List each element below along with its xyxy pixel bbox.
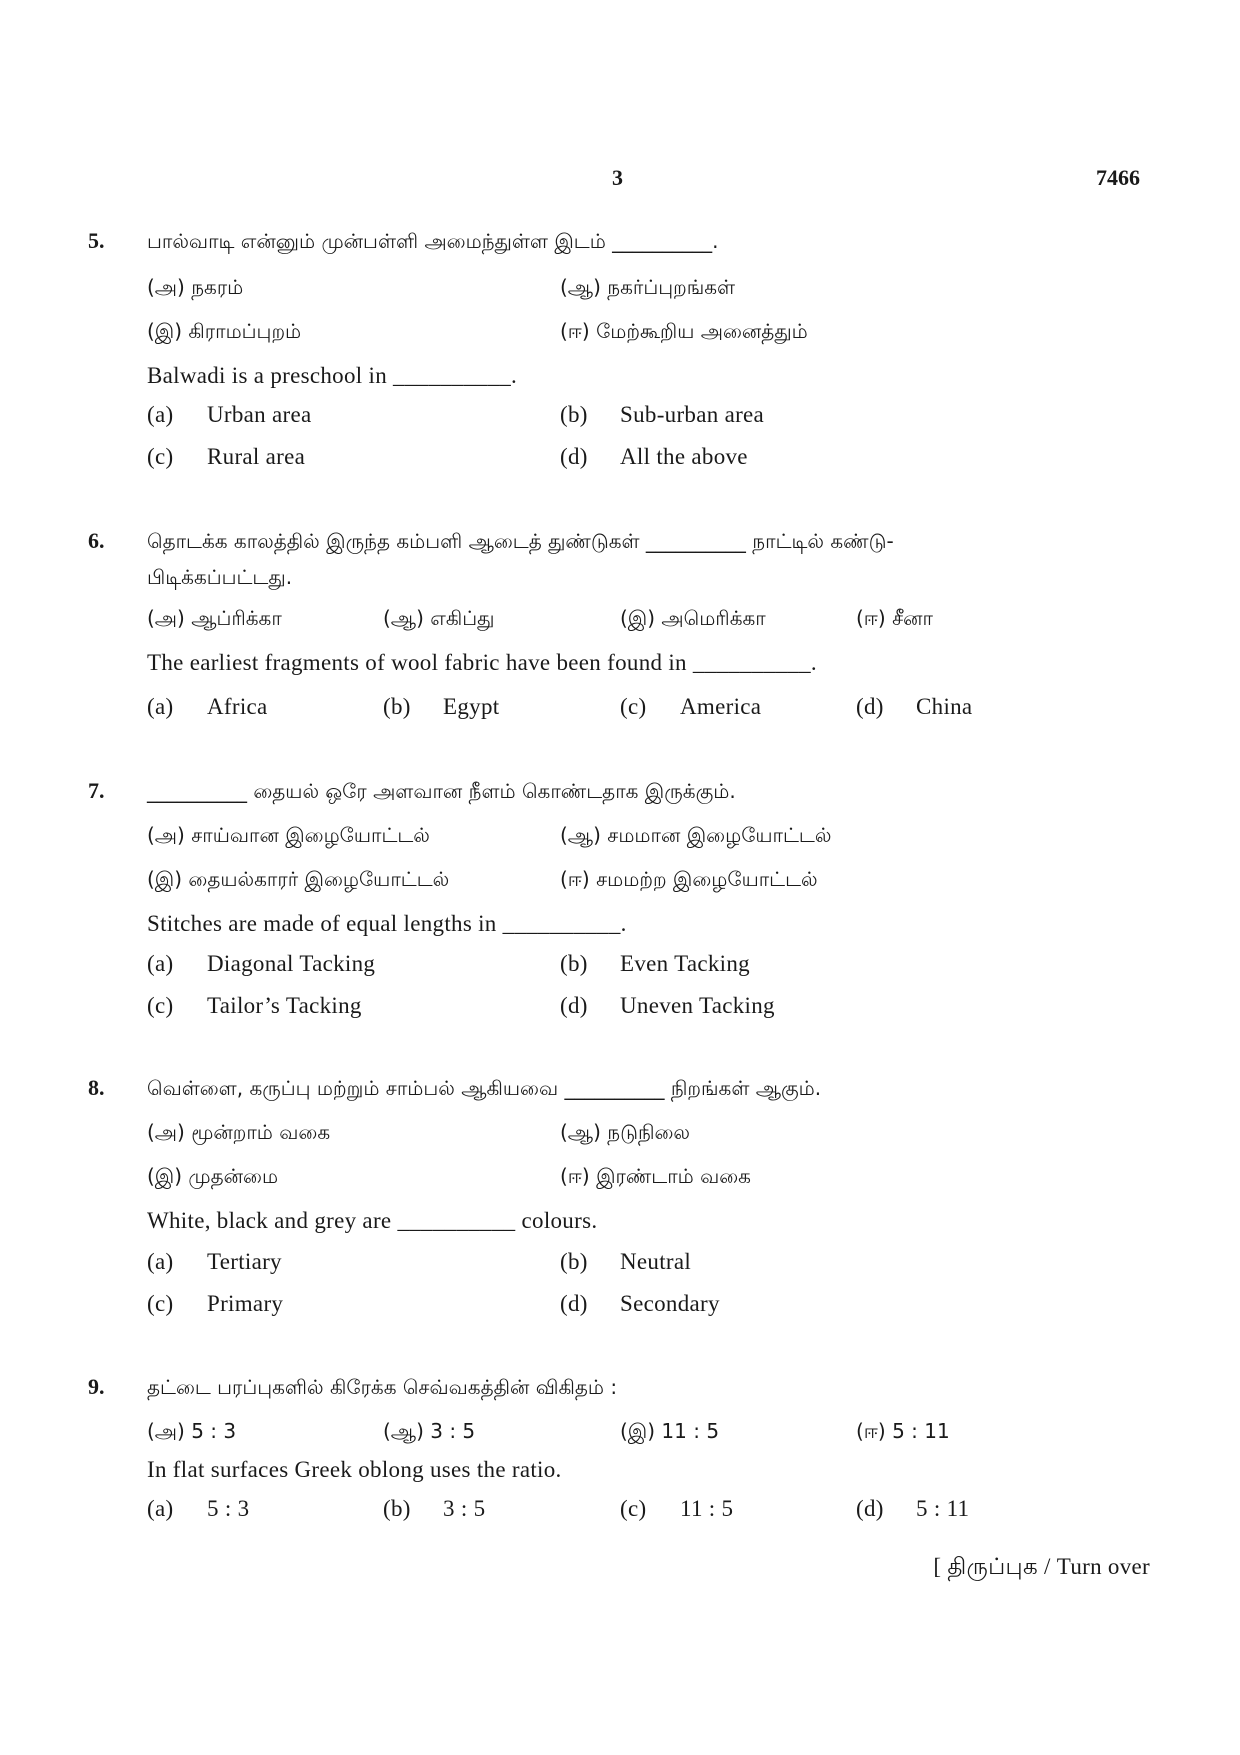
tamil-option: (ஆ) நடுநிலை [560, 1120, 691, 1144]
tamil-option: (இ) கிராமப்புறம் [147, 319, 302, 343]
option-text: Egypt [443, 694, 500, 719]
turn-over-note: [ திருப்புக / Turn over [933, 1554, 1150, 1579]
question-number: 6. [88, 528, 105, 553]
question-number: 5. [88, 228, 105, 253]
page-number: 3 [612, 165, 623, 190]
option-text: America [680, 694, 762, 719]
option-text: Diagonal Tacking [207, 951, 376, 976]
question-number: 9. [88, 1374, 105, 1399]
option-label: (d) [856, 1496, 884, 1521]
option-text: Uneven Tacking [620, 993, 775, 1018]
tamil-option: (அ) மூன்றாம் வகை [147, 1120, 331, 1144]
tamil-option: (ஈ) சமமற்ற இழையோட்டல் [560, 867, 818, 891]
tamil-option: (ஆ) எகிப்து [383, 606, 495, 630]
option-label: (c) [147, 993, 174, 1018]
tamil-option: (அ) ஆப்ரிக்கா [147, 606, 282, 630]
question-english: Stitches are made of equal lengths in __________. [147, 911, 627, 936]
question-tamil: __________ தையல் ஒரே அளவான நீளம் கொண்டதாக இருக்கும். [147, 779, 736, 803]
question-english: White, black and grey are __________ colours. [147, 1208, 598, 1233]
option-text: All the above [620, 444, 748, 469]
option-label: (a) [147, 694, 174, 719]
option-text: Urban area [207, 402, 312, 427]
option-text: China [916, 694, 973, 719]
option-text: Sub-urban area [620, 402, 765, 427]
paper-code: 7466 [1096, 165, 1140, 190]
option-label: (d) [560, 993, 588, 1018]
question-tamil: தொடக்க காலத்தில் இருந்த கம்பளி ஆடைத் துண்டுகள் __________ நாட்டில் கண்டு- [147, 529, 894, 553]
tamil-option: (அ) நகரம் [147, 275, 244, 299]
option-label: (c) [620, 1496, 647, 1521]
option-label: (d) [560, 444, 588, 469]
option-label: (a) [147, 1249, 174, 1274]
tamil-option: (ஈ) மேற்கூறிய அனைத்தும் [560, 319, 808, 343]
option-label: (b) [383, 694, 411, 719]
option-label: (b) [560, 1249, 588, 1274]
option-label: (c) [620, 694, 647, 719]
tamil-option: (இ) அமெரிக்கா [620, 606, 766, 630]
question-tamil: பால்வாடி என்னும் முன்பள்ளி அமைந்துள்ள இடம் __________. [147, 229, 719, 253]
tamil-option: (ஆ) நகர்ப்புறங்கள் [560, 275, 736, 299]
tamil-option: (ஆ) 3 : 5 [383, 1419, 476, 1443]
question-english: In flat surfaces Greek oblong uses the ratio. [147, 1457, 562, 1482]
option-label: (b) [383, 1496, 411, 1521]
tamil-option: (அ) 5 : 3 [147, 1419, 237, 1443]
question-tamil: தட்டை பரப்புகளில் கிரேக்க செவ்வகத்தின் விகிதம் : [147, 1375, 618, 1399]
tamil-option: (ஆ) சமமான இழையோட்டல் [560, 823, 832, 847]
option-label: (c) [147, 444, 174, 469]
question-tamil: வெள்ளை, கருப்பு மற்றும் சாம்பல் ஆகியவை __________ நிறங்கள் ஆகும். [147, 1076, 822, 1100]
option-text: Rural area [207, 444, 306, 469]
option-text: 11 : 5 [680, 1496, 734, 1521]
option-label: (d) [560, 1291, 588, 1316]
option-text: Neutral [620, 1249, 692, 1274]
option-text: Even Tacking [620, 951, 750, 976]
question-tamil-continued: பிடிக்கப்பட்டது. [147, 565, 293, 589]
tamil-option: (இ) தையல்காரர் இழையோட்டல் [147, 867, 450, 891]
option-label: (b) [560, 951, 588, 976]
option-label: (d) [856, 694, 884, 719]
option-label: (a) [147, 402, 174, 427]
option-label: (a) [147, 951, 174, 976]
option-text: Africa [207, 694, 268, 719]
option-text: Tertiary [207, 1249, 282, 1274]
option-text: Primary [207, 1291, 284, 1316]
option-text: 5 : 3 [207, 1496, 250, 1521]
option-text: Tailor’s Tacking [207, 993, 362, 1018]
option-label: (a) [147, 1496, 174, 1521]
question-number: 7. [88, 778, 105, 803]
option-text: 5 : 11 [916, 1496, 970, 1521]
option-text: 3 : 5 [443, 1496, 486, 1521]
tamil-option: (ஈ) சீனா [856, 606, 933, 630]
tamil-option: (இ) முதன்மை [147, 1164, 279, 1188]
question-english: The earliest fragments of wool fabric have been found in __________. [147, 650, 817, 675]
tamil-option: (இ) 11 : 5 [620, 1419, 720, 1443]
option-label: (c) [147, 1291, 174, 1316]
tamil-option: (ஈ) இரண்டாம் வகை [560, 1164, 751, 1188]
tamil-option: (ஈ) 5 : 11 [856, 1419, 950, 1443]
question-number: 8. [88, 1075, 105, 1100]
option-text: Secondary [620, 1291, 720, 1316]
question-english: Balwadi is a preschool in __________. [147, 363, 518, 388]
tamil-option: (அ) சாய்வான இழையோட்டல் [147, 823, 430, 847]
option-label: (b) [560, 402, 588, 427]
